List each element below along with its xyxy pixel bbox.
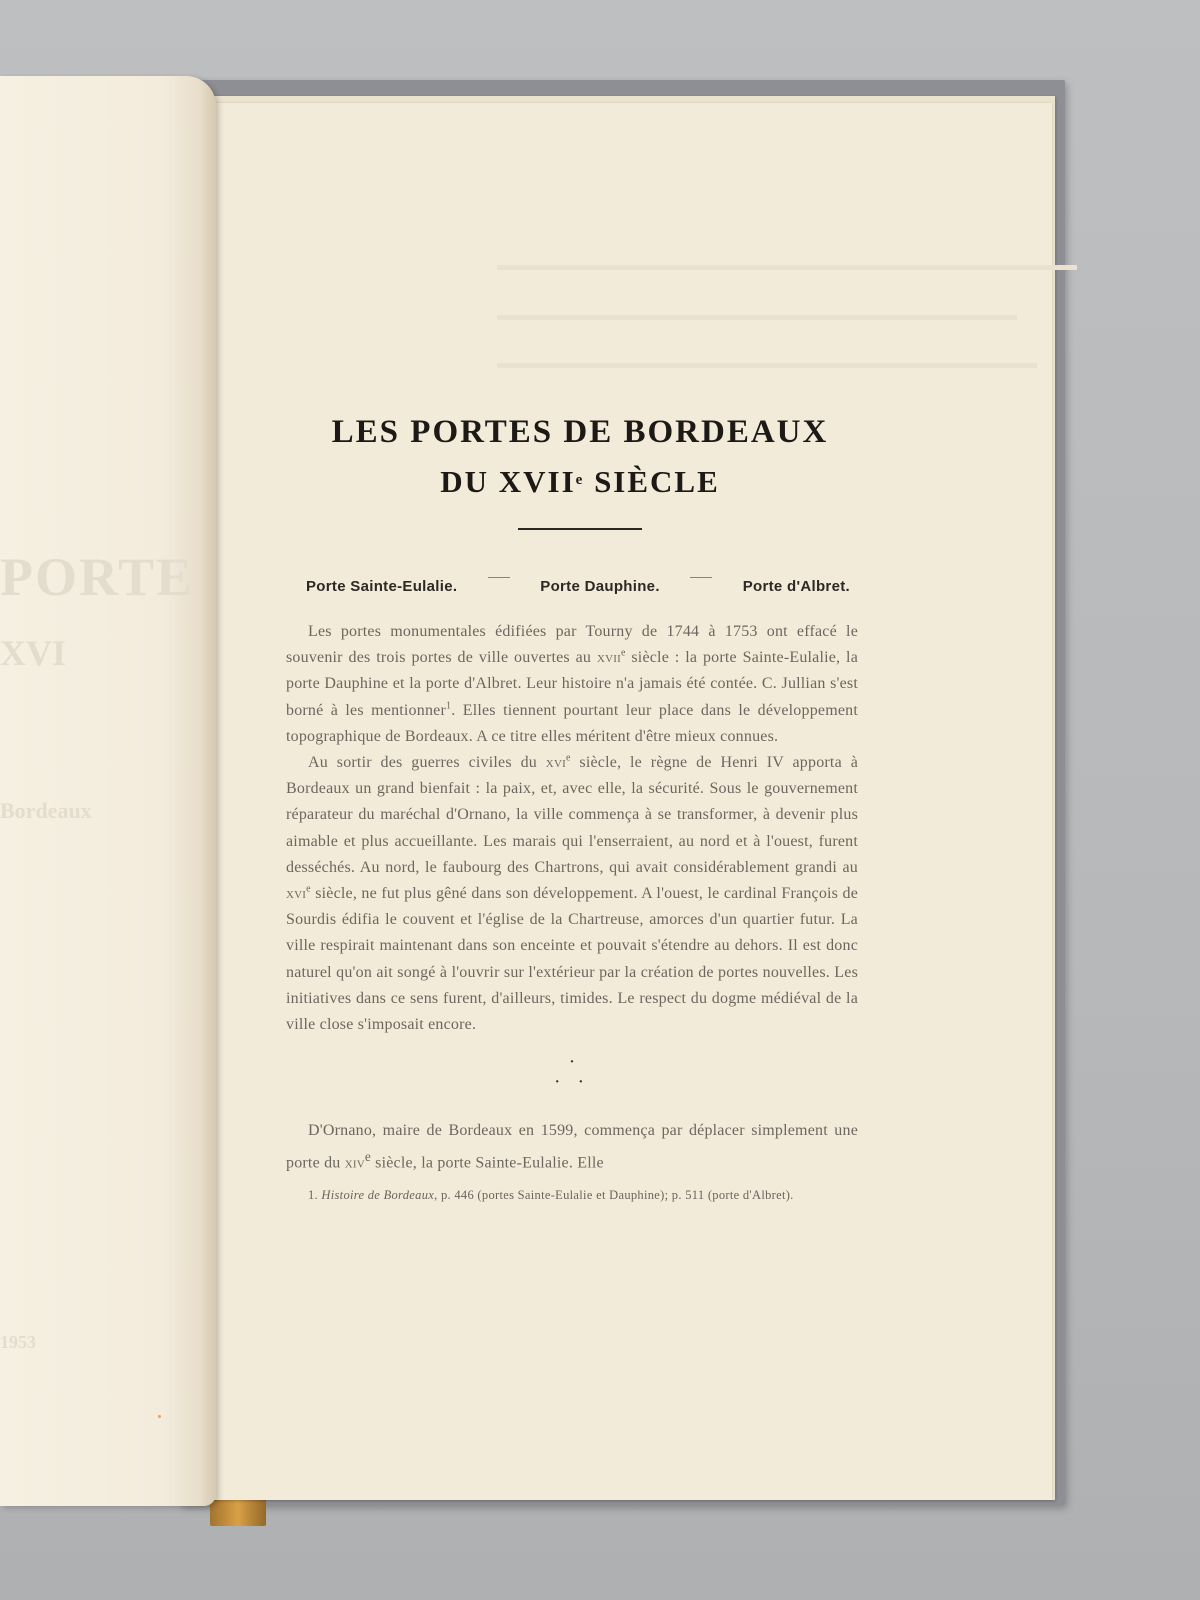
footnote-title: Histoire de Bordeaux [321,1187,435,1202]
left-page-show-through-title: PORTE [0,547,195,607]
heading-porte-dauphine: Porte Dauphine. [540,578,660,595]
text-run: D'Ornano, maire de Bordeaux en 1599, commença par déplacer simplement une porte du [286,1122,858,1172]
show-through [497,363,1037,368]
show-through [497,315,1017,320]
century-numeral: xvii [596,649,621,667]
dash-separator [690,577,712,578]
superscript: e [306,883,311,895]
show-through [497,265,1077,270]
dash-separator [488,577,510,578]
title-divider [518,528,642,530]
body-text [286,619,858,1038]
footnote-text [286,1187,858,1204]
text-run: siècle, la porte Sainte-Eulalie. Elle [370,1154,604,1172]
text-run: Les portes monumentales édifiées par Tourny de 1744 à 1753 ont effacé le souvenir des trois portes de ville ouvertes au [286,623,858,667]
section-headings [306,578,850,595]
century-numeral: xvi [286,885,307,903]
left-page-show-through-subtitle: XVI [0,633,67,673]
heading-porte-albret: Porte d'Albret. [742,578,850,595]
paper-speck [158,1415,161,1418]
paragraph [286,619,858,750]
superscript: e [565,752,571,764]
left-page [0,76,216,1506]
text-run: . Elles tiennent pourtant leur place dans le développement topographique de Bordeaux. A ce titre elles méritent d'être mieux connues. [286,701,858,745]
footnote [286,1187,858,1204]
body-text-continued [286,1118,858,1177]
superscript: e [364,1149,371,1165]
superscript: e [620,647,626,659]
page-title: LES PORTES DE BORDEAUX [331,414,829,450]
footnote-citation: , p. 446 (portes Sainte-Eulalie et Dauphine); p. 511 (porte d'Albret). [434,1187,794,1202]
subtitle-superscript: e [575,472,585,488]
footnote-reference: 1 [446,700,452,712]
left-page-show-through-date: 1953 [0,1332,36,1352]
ornament-top-dot: · [568,1051,582,1074]
text-run: siècle, ne fut plus gêné dans son développement. A l'ouest, le cardinal François de Sourdis édifia le couvent et l'église de la Chartreuse, amorces d'un quartier futur. La ville respirait maintenant dans son enceinte et pouvait s'étendre au dehors. Il est donc naturel qu'on ait songé à l'ouvrir sur l'extérieur par la création de portes nouvelles. Les initiatives dans ce sens furent, d'ailleurs, timides. Le respect du dogme médiéval de la ville close s'imposait encore. [286,885,858,1034]
page-content [240,390,920,1204]
century-numeral: xvi [545,754,566,772]
ornament-bottom-dots: · · [553,1071,591,1094]
page-subtitle [240,462,920,502]
left-page-show-through-text: Bordeaux [0,798,92,823]
text-run: Au sortir des guerres civiles du [308,754,546,772]
text-run: siècle, le règne de Henri IV apporta à Bordeaux un grand bienfait : la paix, et, avec elle, la sécurité. Sous le gouvernement réparateur du maréchal d'Ornano, la ville commença à se transformer, à devenir plus aimable et plus accueillante. Les marais qui l'enserraient, au nord et à l'ouest, furent desséchés. Au nord, le faubourg des Chartrons, qui avait considérablement grandi au [286,754,858,876]
footnote-number: 1. [308,1187,322,1202]
section-ornament [286,1052,858,1092]
paragraph [286,750,858,1038]
subtitle-suffix: SIÈCLE [584,464,720,499]
heading-porte-sainte-eulalie: Porte Sainte-Eulalie. [306,578,458,595]
subtitle-prefix: DU XVII [440,464,576,499]
paragraph [286,1118,858,1177]
century-numeral: xiv [344,1154,365,1172]
text-run: siècle : la porte Sainte-Eulalie, la porte Dauphine et la porte d'Albret. Leur histoire n'a jamais été contée. C. Jullian s'est borné à les mentionner [286,649,858,719]
